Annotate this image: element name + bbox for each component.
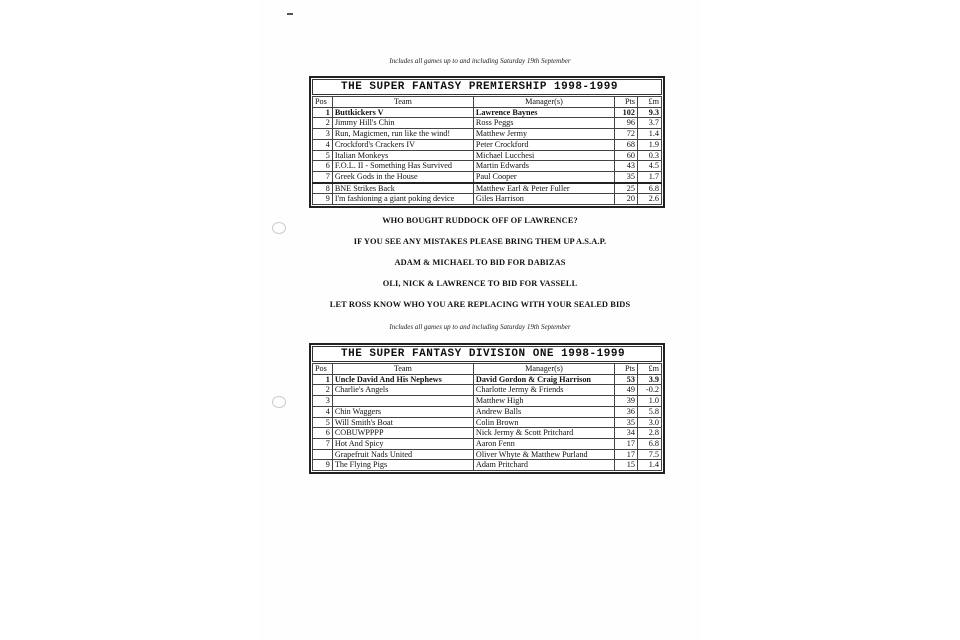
header-fm: £m [637,364,661,375]
cell-fm: 3.7 [637,118,661,129]
cell-manager: Michael Lucchesi [473,150,614,161]
cell-manager: Andrew Balls [473,406,614,417]
cell-pts: 20 [614,194,637,205]
table-row [313,107,662,118]
cell-fm: 2.6 [637,194,661,205]
table-header-row [313,97,662,108]
cell-fm: 0.3 [637,150,661,161]
table-row [313,183,662,194]
cell-pts: 17 [614,449,637,460]
table-row [313,171,662,182]
header-pts: Pts [614,364,637,375]
cell-pos: 5 [313,417,333,428]
cell-pos: 1 [313,107,333,118]
cell-pos [313,449,333,460]
cell-team: Grapefruit Nads United [332,449,473,460]
cell-team: Will Smith's Boat [332,417,473,428]
cell-manager: Aaron Fenn [473,438,614,449]
cell-pts: 102 [614,107,637,118]
cell-pos: 3 [313,396,333,407]
cell-pos: 9 [313,194,333,205]
header-pos: Pos [313,364,333,375]
cell-fm: 6.8 [637,438,661,449]
cell-fm: 5.8 [637,406,661,417]
header-pos: Pos [313,97,333,108]
cell-fm: 7.5 [637,449,661,460]
division-one-title: THE SUPER FANTASY DIVISION ONE 1998-1999 [312,346,662,362]
cell-pos: 5 [313,150,333,161]
table-row [313,385,662,396]
table-row [313,428,662,439]
cell-manager: Martin Edwards [473,161,614,172]
cell-pts: 34 [614,428,637,439]
cell-pts: 25 [614,183,637,194]
table-row [313,139,662,150]
cell-fm: 1.4 [637,129,661,140]
cell-team: Chin Waggers [332,406,473,417]
cell-pts: 39 [614,396,637,407]
cell-manager: David Gordon & Craig Harrison [473,374,614,385]
cell-pts: 15 [614,460,637,471]
cell-pts: 43 [614,161,637,172]
cell-fm: -0.2 [637,385,661,396]
cell-team: Hot And Spicy [332,438,473,449]
cell-team: Greek Gods in the House [332,171,473,182]
cell-fm: 3.0 [637,417,661,428]
cell-team: Buttkickers V [332,107,473,118]
cell-pos: 4 [313,139,333,150]
table-row [313,129,662,140]
cell-pts: 35 [614,417,637,428]
cell-team: Italian Monkeys [332,150,473,161]
games-included-note: Includes all games up to and including Saturday 19th September [389,323,571,331]
cell-manager: Lawrence Baynes [473,107,614,118]
cell-manager: Matthew Earl & Peter Fuller [473,183,614,194]
cell-pts: 17 [614,438,637,449]
cell-team: Crockford's Crackers IV [332,139,473,150]
cell-manager: Peter Crockford [473,139,614,150]
cell-fm: 2.8 [637,428,661,439]
cell-manager: Adam Pritchard [473,460,614,471]
table-row [313,406,662,417]
cell-team: BNE Strikes Back [332,183,473,194]
cell-pts: 36 [614,406,637,417]
cell-team: Jimmy Hill's Chin [332,118,473,129]
cell-pts: 72 [614,129,637,140]
cell-manager: Nick Jermy & Scott Pritchard [473,428,614,439]
cell-pos: 1 [313,374,333,385]
table-row [313,194,662,205]
header-fm: £m [637,97,661,108]
cell-fm: 3.9 [637,374,661,385]
table-header-row [313,364,662,375]
cell-team: Charlie's Angels [332,385,473,396]
table-row [313,460,662,471]
table-row [313,150,662,161]
announcement-line: WHO BOUGHT RUDDOCK OFF OF LAWRENCE? [382,216,578,225]
cell-manager: Paul Cooper [473,171,614,182]
cell-pts: 53 [614,374,637,385]
cell-team: I'm fashioning a giant poking device [332,194,473,205]
cell-team: Uncle David And His Nephews [332,374,473,385]
cell-fm: 1.4 [637,460,661,471]
cell-team: Run, Magicmen, run like the wind! [332,129,473,140]
announcements [260,210,700,315]
cell-pos: 6 [313,428,333,439]
announcement-line: OLI, NICK & LAWRENCE TO BID FOR VASSELL [382,279,578,288]
cell-manager: Ross Peggs [473,118,614,129]
cell-manager: Colin Brown [473,417,614,428]
header-manager: Manager(s) [473,97,614,108]
cell-fm: 1.9 [637,139,661,150]
cell-pos: 3 [313,129,333,140]
cell-pos: 8 [313,183,333,194]
header-team: Team [332,364,473,375]
announcement-line: LET ROSS KNOW WHO YOU ARE REPLACING WITH YOUR SEALED BIDS [329,300,631,309]
cell-pos: 7 [313,438,333,449]
cell-manager: Oliver Whyte & Matthew Purland [473,449,614,460]
cell-pts: 96 [614,118,637,129]
cell-pos: 4 [313,406,333,417]
cell-team: COBUWPPPP [332,428,473,439]
cell-pos: 9 [313,460,333,471]
announcement-line: ADAM & MICHAEL TO BID FOR DABIZAS [394,258,566,267]
table-row [313,417,662,428]
cell-pts: 49 [614,385,637,396]
cell-pos: 6 [313,161,333,172]
cell-fm: 4.5 [637,161,661,172]
cell-pos: 2 [313,118,333,129]
table-row [313,374,662,385]
cell-team [332,396,473,407]
punch-hole-mark [272,396,286,408]
announcement-line: IF YOU SEE ANY MISTAKES PLEASE BRING THEM UP A.S.A.P. [353,237,607,246]
table-row [313,449,662,460]
cell-manager: Matthew Jermy [473,129,614,140]
cell-fm: 9.3 [637,107,661,118]
premiership-title: THE SUPER FANTASY PREMIERSHIP 1998-1999 [312,79,662,95]
cell-manager: Matthew High [473,396,614,407]
table-row [313,161,662,172]
cell-team: F.O.L. II - Something Has Survived [332,161,473,172]
games-included-note: Includes all games up to and including Saturday 19th September [389,57,571,65]
cell-manager: Giles Harrison [473,194,614,205]
table-row [313,118,662,129]
cell-team: The Flying Pigs [332,460,473,471]
header-pts: Pts [614,97,637,108]
cell-fm: 1.7 [637,171,661,182]
division-one-table [309,343,665,474]
pen-mark [287,13,293,15]
cell-pts: 35 [614,171,637,182]
header-team: Team [332,97,473,108]
cell-pos: 7 [313,171,333,182]
document-page [260,0,700,640]
table-row [313,438,662,449]
cell-pos: 2 [313,385,333,396]
cell-pts: 68 [614,139,637,150]
header-manager: Manager(s) [473,364,614,375]
cell-manager: Charlotte Jermy & Friends [473,385,614,396]
cell-fm: 1.0 [637,396,661,407]
premiership-table [309,76,665,208]
cell-fm: 6.8 [637,183,661,194]
table-row [313,396,662,407]
cell-pts: 60 [614,150,637,161]
